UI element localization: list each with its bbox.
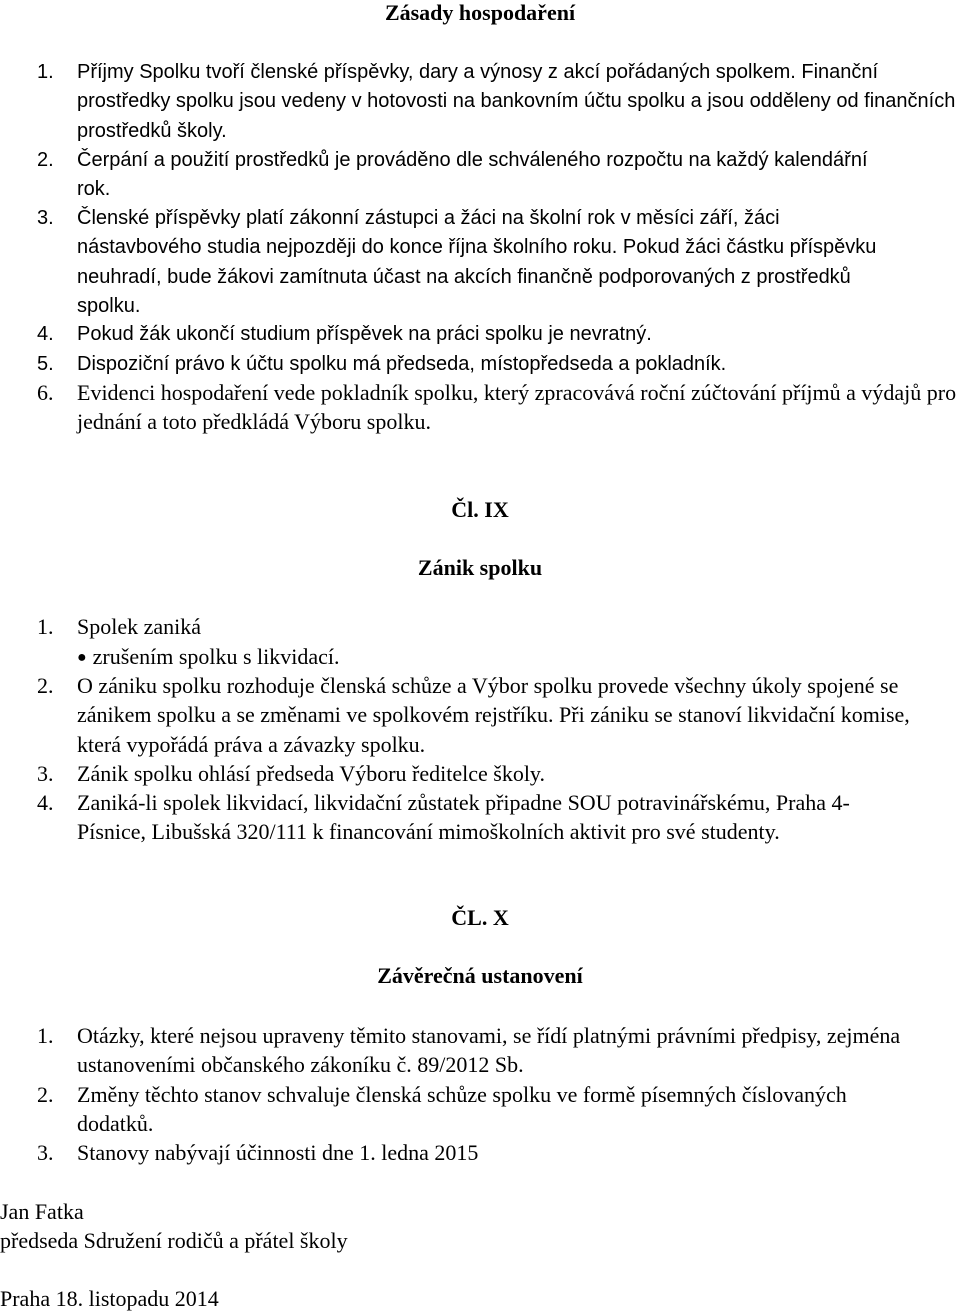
item-number: 2. [37, 149, 54, 171]
list-item-text: Čerpání a použití prostředků je prováděno dle schváleného rozpočtu na každý kalendářní rok. [77, 149, 868, 201]
list-item-text: Stanovy nabývají účinnosti dne 1. ledna 2015 [77, 1140, 479, 1165]
item-number: 1. [37, 61, 54, 83]
article-number-ix: Čl. IX [451, 497, 509, 522]
item-number: 6. [37, 380, 54, 405]
bullet-icon: ● [77, 649, 87, 666]
item-number: 3. [37, 207, 54, 229]
list-item-text: Otázky, které nejsou upraveny těmito stanovami, se řídí platnými právními předpisy, zejména ustanoveními občanského zákoníku č. 89/2012 Sb. [77, 1023, 901, 1078]
list-item-text: Dispoziční právo k účtu spolku má předseda, místopředseda a pokladník. [77, 353, 727, 375]
list-item-text: O zániku spolku rozhoduje členská schůze a Výbor spolku provede všechny úkoly spojené se zánikem spolku a se změnami ve spolkovém rejstříku. Při zániku se stanoví likvidační komise, která vypořádá práva a závazky spolku. [77, 673, 910, 757]
list-item-text: Evidenci hospodaření vede pokladník spolku, který zpracovává roční zúčtování příjmů a výdajů pro jednání a toto předkládá Výboru spolku. [77, 380, 957, 435]
bullet-item-text: zrušením spolku s likvidací. [92, 644, 340, 669]
list-item-text: Spolek zaniká [77, 614, 202, 639]
item-number: 2. [37, 673, 54, 698]
signature-role: předseda Sdružení rodičů a přátel školy [0, 1228, 348, 1253]
list-item-text: Změny těchto stanov schvaluje členská schůze spolku ve formě písemných číslovaných dodatků. [77, 1082, 847, 1137]
list-item-text: Příjmy Spolku tvoří členské příspěvky, dary a výnosy z akcí pořádaných spolkem. Finanční prostředky spolku jsou vedeny v hotovosti na bankovním účtu spolku a jsou odděleny od finančních prostředků školy. [77, 61, 956, 142]
item-number: 4. [37, 790, 54, 815]
item-number: 3. [37, 761, 54, 786]
list-item-text: Zánik spolku ohlásí předseda Výboru ředitelce školy. [77, 761, 546, 786]
item-number: 5. [37, 353, 54, 375]
item-number: 4. [37, 323, 54, 345]
place-and-date: Praha 18. listopadu 2014 [0, 1286, 219, 1311]
item-number: 2. [37, 1082, 54, 1107]
section-title-hospodareni: Zásady hospodaření [384, 0, 576, 25]
list-item-text: Zaniká-li spolek likvidací, likvidační zůstatek připadne SOU potravinářskému, Praha 4-Písnice, Libušská 320/111 k financování mimoškolních aktivit pro své studenty. [77, 790, 850, 845]
section-title-zanik: Zánik spolku [417, 555, 543, 580]
item-number: 3. [37, 1140, 54, 1165]
bullet-item [77, 642, 340, 672]
list-item-text: Členské příspěvky platí zákonní zástupci a žáci na školní rok v měsíci září, žáci nástavbového studia nejpozději do konce října školního roku. Pokud žáci částku příspěvku neuhradí, bude žákovi zamítnuta účast na akcích finančně podporovaných z prostředků spolku. [77, 207, 877, 317]
item-number: 1. [37, 1023, 54, 1048]
section-title-zaverecna: Závěrečná ustanovení [377, 963, 583, 988]
signature-name: Jan Fatka [0, 1199, 84, 1224]
item-number: 1. [37, 614, 54, 639]
list-item-text: Pokud žák ukončí studium příspěvek na práci spolku je nevratný. [77, 323, 652, 345]
article-number-x: ČL. X [451, 905, 509, 930]
